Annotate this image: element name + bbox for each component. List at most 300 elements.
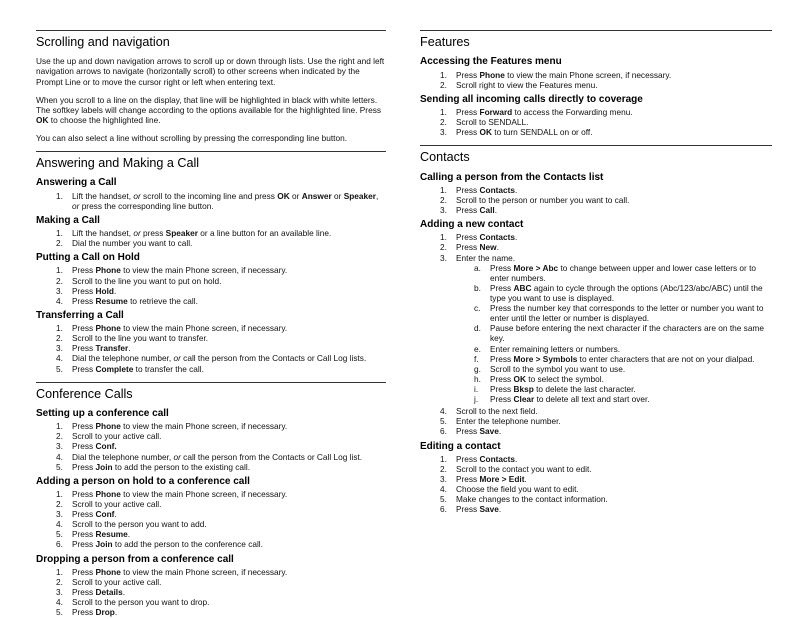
step-number: 3.: [56, 441, 63, 452]
step-text: [456, 242, 499, 252]
step-item: [36, 519, 386, 529]
step-text: [72, 421, 287, 431]
step-number: 5.: [56, 461, 63, 472]
section-title: Features: [420, 35, 470, 49]
sub-step-item: [456, 344, 772, 354]
text-run: Choose the field you want to edit.: [456, 484, 579, 495]
text-run: again to cycle through the options (Abc/123/abc/ABC) until the type you want to use is displayed.: [490, 282, 763, 303]
step-number: 3.: [440, 473, 447, 484]
step-number: 2.: [440, 242, 447, 253]
text-run: to view the main Phone screen, if necessary.: [120, 265, 288, 276]
sub-step-list: [456, 263, 772, 405]
text-run: to choose the highlighted line.: [48, 114, 161, 125]
step-number: 1.: [440, 106, 447, 117]
text-run: Press: [490, 383, 514, 394]
bold-term: Speaker: [343, 190, 376, 201]
step-text: [72, 587, 125, 597]
step-item: [420, 253, 772, 405]
step-number: 5.: [56, 607, 63, 618]
step-text: [72, 452, 362, 462]
step-number: 3.: [440, 127, 447, 138]
text-run: Use the up and down navigation arrows to scroll up or down through lists. Use the right and left navigation arrows to navigate (horizontally scroll) to other screens when indicated by the Prompt Line or to move the cursor right or left when entering text.: [36, 56, 385, 87]
step-number: 1.: [56, 323, 63, 334]
bold-term: Bksp: [513, 383, 534, 394]
bold-term: Forward: [479, 106, 513, 117]
step-item: [36, 191, 386, 211]
left-column: [36, 30, 386, 619]
text-run: Press: [72, 587, 96, 597]
bold-term: More > Edit: [479, 473, 525, 484]
step-item: [420, 494, 772, 504]
step-item: [420, 454, 772, 464]
step-item: [420, 232, 772, 242]
text-run: .: [128, 343, 131, 354]
step-text: [456, 494, 608, 504]
step-item: [420, 474, 772, 484]
bold-term: Conf: [95, 509, 115, 520]
step-number: 3.: [56, 509, 63, 520]
right-column: [420, 30, 772, 516]
section-answering-and-making-a-call: [36, 151, 386, 374]
step-text: [490, 263, 756, 283]
text-run: to view the main Phone screen, if necessary.: [120, 421, 288, 432]
step-item: [36, 228, 386, 238]
text-run: Press: [72, 295, 96, 306]
bold-term: Phone: [95, 421, 121, 432]
step-text: [72, 462, 250, 472]
step-number: 5.: [56, 529, 63, 540]
text-run: Scroll to the person you want to drop.: [72, 597, 210, 608]
subsection-title: Sending all incoming calls directly to coverage: [420, 93, 643, 105]
subsection-adding-a-new-contact: [420, 219, 772, 436]
step-number: 5.: [440, 416, 447, 427]
subsection-title: Answering a Call: [36, 177, 117, 189]
step-list: [420, 70, 772, 90]
step-item: [36, 489, 386, 499]
text-run: Press: [456, 205, 480, 216]
text-run: Enter remaining letters or numbers.: [490, 343, 621, 354]
subsection-answering-a-call: [36, 177, 386, 210]
text-run: Scroll to SENDALL.: [456, 117, 529, 128]
step-text: [490, 364, 625, 374]
step-number: 2.: [56, 238, 63, 249]
step-item: [36, 577, 386, 587]
step-text: [72, 529, 130, 539]
text-run: Press: [456, 106, 480, 117]
text-run: Press: [72, 363, 96, 374]
step-item: [36, 607, 386, 617]
section-divider: [36, 382, 386, 383]
bold-term: OK: [36, 114, 49, 125]
text-run: .: [114, 607, 118, 618]
step-number: 3.: [56, 343, 63, 354]
text-run: Press: [72, 461, 96, 472]
step-text: [72, 238, 192, 248]
text-run: or: [289, 190, 302, 201]
step-number: h.: [474, 373, 481, 384]
bold-term: Drop: [95, 607, 115, 618]
text-run: Press: [456, 426, 480, 437]
step-number: 2.: [440, 79, 447, 90]
step-text: [72, 333, 208, 343]
step-text: [490, 374, 604, 384]
bold-term: OK: [479, 127, 492, 138]
bold-term: Resume: [95, 295, 128, 306]
step-text: [490, 354, 754, 364]
step-item: [36, 452, 386, 462]
text-run: .: [494, 205, 498, 216]
text-run: to enter characters that are not on your dialpad.: [577, 353, 755, 364]
step-text: [72, 296, 198, 306]
step-item: [36, 333, 386, 343]
step-number: 1.: [440, 69, 447, 80]
subsection-title: Transferring a Call: [36, 309, 124, 321]
step-number: 2.: [56, 499, 63, 510]
step-number: 4.: [56, 295, 63, 306]
bold-term: OK: [277, 190, 290, 201]
step-text: [72, 353, 366, 363]
text-run: .: [113, 285, 117, 296]
step-list: [420, 107, 772, 137]
step-text: [72, 509, 117, 519]
step-item: [420, 127, 772, 137]
text-run: Press: [72, 441, 96, 452]
step-text: [456, 406, 538, 416]
section-divider: [36, 30, 386, 31]
subsection-title: Editing a contact: [420, 440, 501, 452]
subsection-dropping-a-person-from-a-conference-call: [36, 554, 386, 618]
step-number: 6.: [56, 539, 63, 550]
step-text: [72, 489, 287, 499]
step-item: [420, 426, 772, 436]
step-item: [36, 364, 386, 374]
text-run: Dial the number you want to call.: [72, 238, 193, 249]
step-number: a.: [474, 262, 481, 273]
section-features: [420, 30, 772, 137]
text-run: You can also select a line without scrolling by pressing the corresponding line button.: [36, 133, 348, 144]
step-number: 2.: [440, 194, 447, 205]
bold-term: Phone: [95, 265, 121, 276]
text-run: scroll to the incoming line and press: [140, 190, 278, 201]
step-text: [456, 195, 629, 205]
step-item: [36, 597, 386, 607]
text-run: to delete the last character.: [533, 383, 636, 394]
step-item: [36, 296, 386, 306]
bold-term: Answer: [301, 190, 332, 201]
step-item: [420, 406, 772, 416]
text-run: Press: [72, 509, 96, 520]
step-item: [36, 499, 386, 509]
section-divider: [420, 30, 772, 31]
step-item: [36, 343, 386, 353]
text-run: Press: [490, 394, 514, 405]
step-text: [72, 519, 207, 529]
step-number: 2.: [440, 463, 447, 474]
text-run: press: [140, 228, 166, 239]
section-divider: [36, 151, 386, 152]
subsection-title: Setting up a conference call: [36, 408, 169, 420]
step-list: [36, 323, 386, 374]
text-run: .: [515, 184, 518, 195]
step-text: [456, 107, 633, 117]
text-run: Scroll to the line you want to put on hold.: [72, 275, 222, 286]
bold-term: More > Symbols: [513, 353, 578, 364]
text-run: Press: [490, 353, 514, 364]
text-run: Scroll to the person you want to add.: [72, 519, 207, 530]
text-run: to access the Forwarding menu.: [512, 106, 633, 117]
step-item: [420, 80, 772, 90]
subsection-title: Putting a Call on Hold: [36, 252, 140, 264]
subsection-transferring-a-call: [36, 310, 386, 374]
text-run: Press: [456, 504, 480, 515]
step-list: [36, 489, 386, 550]
step-number: 5.: [440, 494, 447, 505]
step-text: [72, 577, 161, 587]
text-run: When you scroll to a line on the display, that line will be highlighted in black with white letters. The softkey labels will change according to the options available for the highlighted line. Press: [36, 94, 381, 115]
step-number: d.: [474, 323, 481, 334]
subsection-calling-a-person-from-the-contacts-list: [420, 172, 772, 216]
step-number: c.: [474, 303, 481, 314]
bold-term: Join: [95, 539, 113, 550]
step-number: 1.: [56, 265, 63, 276]
bold-term: Contacts: [479, 453, 516, 464]
step-item: [420, 205, 772, 215]
text-run: to view the main Phone screen, if necessary.: [120, 566, 288, 577]
body-paragraph: [36, 133, 386, 143]
text-run: Press: [72, 343, 96, 354]
text-run: to select the symbol.: [525, 373, 604, 384]
text-run: Scroll to the next field.: [456, 406, 538, 417]
text-run: Scroll right to view the Features menu.: [456, 79, 598, 90]
sub-step-item: [456, 283, 772, 303]
text-run: to add the person to the existing call.: [112, 461, 251, 472]
step-item: [420, 107, 772, 117]
sub-step-item: [456, 394, 772, 404]
text-run: Press: [72, 539, 96, 550]
text-run: Scroll to your active call.: [72, 499, 162, 510]
text-run: Press: [72, 421, 96, 432]
text-run: to delete all text and start over.: [534, 394, 650, 405]
text-run: Press: [456, 453, 480, 464]
step-number: f.: [474, 353, 479, 364]
subsection-adding-a-person-on-hold-to-a-conference-call: [36, 476, 386, 550]
step-text: [72, 364, 204, 374]
step-item: [420, 117, 772, 127]
step-item: [36, 353, 386, 363]
step-number: 1.: [56, 488, 63, 499]
text-run: Lift the handset,: [72, 190, 134, 201]
bold-term: Hold: [95, 285, 114, 296]
text-run: Scroll to your active call.: [72, 431, 162, 442]
step-number: 1.: [440, 232, 447, 243]
step-text: [456, 232, 517, 242]
step-text: [490, 323, 764, 343]
step-item: [420, 242, 772, 252]
italic-term: or: [173, 353, 181, 364]
sub-step-item: [456, 323, 772, 343]
text-run: Press: [456, 232, 480, 243]
step-number: 4.: [56, 597, 63, 608]
step-text: [72, 499, 161, 509]
section-title: Conference Calls: [36, 386, 133, 401]
step-number: 2.: [56, 333, 63, 344]
sub-step-item: [456, 374, 772, 384]
bold-term: Save: [479, 504, 499, 515]
step-item: [420, 195, 772, 205]
step-text: [72, 597, 209, 607]
text-run: Press: [72, 323, 96, 334]
body-paragraph: [36, 56, 386, 86]
text-run: Scroll to your active call.: [72, 576, 162, 587]
text-run: Press: [490, 282, 514, 293]
text-run: Press the number key that corresponds to the letter or number you want to enter until the letter or number is displayed.: [490, 303, 764, 324]
bold-term: Save: [479, 426, 499, 437]
sub-step-item: [456, 354, 772, 364]
step-item: [36, 509, 386, 519]
text-run: call the person from the Contacts or Call Log list.: [180, 451, 363, 462]
step-number: 4.: [56, 451, 63, 462]
step-item: [420, 484, 772, 494]
step-text: [490, 344, 620, 354]
bold-term: Resume: [95, 529, 128, 540]
text-run: to change between upper and lower case letters or to enter numbers.: [490, 262, 757, 283]
step-item: [36, 567, 386, 577]
step-item: [36, 462, 386, 472]
bold-term: New: [479, 242, 497, 253]
text-run: Dial the telephone number,: [72, 451, 174, 462]
text-run: press the corresponding line button.: [79, 200, 214, 211]
step-text: [456, 117, 528, 127]
section-contacts: [420, 145, 772, 514]
text-run: .: [498, 504, 502, 515]
step-list: [420, 232, 772, 436]
bold-term: Clear: [513, 394, 535, 405]
step-item: [420, 70, 772, 80]
text-run: Press: [72, 529, 96, 540]
text-run: .: [127, 529, 131, 540]
sub-step-item: [456, 384, 772, 394]
step-item: [36, 323, 386, 333]
subsection-title: Dropping a person from a conference call: [36, 553, 234, 565]
step-number: 4.: [440, 406, 447, 417]
step-number: 3.: [56, 285, 63, 296]
section-scrolling-and-navigation: [36, 30, 386, 143]
step-list: [36, 265, 386, 305]
step-number: b.: [474, 282, 481, 293]
step-text: [456, 504, 501, 514]
step-text: [456, 205, 497, 215]
step-item: [36, 286, 386, 296]
bold-term: Phone: [479, 69, 505, 80]
text-run: Scroll to the line you want to transfer.: [72, 333, 209, 344]
step-text: [490, 394, 650, 404]
step-text: [456, 416, 561, 426]
step-number: 1.: [56, 190, 63, 201]
step-text: [490, 283, 763, 303]
text-run: .: [498, 426, 502, 437]
text-run: to add the person to the conference call.: [112, 539, 263, 550]
step-text: [490, 384, 636, 394]
text-run: Scroll to the person or number you want to call.: [456, 194, 630, 205]
step-number: 2.: [56, 431, 63, 442]
text-run: or a line button for an available line.: [197, 228, 332, 239]
step-text: [72, 343, 131, 353]
section-conference-calls: [36, 382, 386, 618]
section-title: Answering and Making a Call: [36, 156, 200, 171]
subsection-title: Accessing the Features menu: [420, 56, 562, 68]
sub-step-item: [456, 364, 772, 374]
step-text: [72, 431, 161, 441]
bold-term: Contacts: [479, 232, 516, 243]
step-item: [36, 421, 386, 431]
step-list: [36, 228, 386, 248]
bold-term: Transfer: [95, 343, 129, 354]
sub-step-item: [456, 303, 772, 323]
step-list: [420, 454, 772, 515]
step-number: 4.: [56, 519, 63, 530]
text-run: or: [331, 190, 344, 201]
bold-term: Complete: [95, 363, 134, 374]
section-title: Scrolling and navigation: [36, 35, 170, 49]
text-run: Press: [72, 265, 96, 276]
step-number: 4.: [56, 353, 63, 364]
step-number: g.: [474, 363, 481, 374]
text-run: Press: [456, 127, 480, 138]
step-number: 6.: [440, 504, 447, 515]
bold-term: More > Abc: [513, 262, 559, 273]
step-number: 6.: [440, 426, 447, 437]
section-title: Contacts: [420, 150, 470, 165]
subsection-editing-a-contact: [420, 441, 772, 515]
subsection-putting-a-call-on-hold: [36, 252, 386, 306]
text-run: Enter the name.: [456, 252, 516, 263]
step-item: [420, 464, 772, 474]
step-number: 1.: [440, 453, 447, 464]
step-text: [72, 539, 263, 549]
step-number: 3.: [56, 587, 63, 597]
bold-term: OK: [513, 373, 526, 384]
step-text: [456, 185, 517, 195]
step-text: [456, 464, 592, 474]
italic-term: or: [173, 451, 181, 462]
text-run: Lift the handset,: [72, 228, 134, 239]
step-number: 5.: [56, 363, 63, 374]
text-run: Scroll to the contact you want to edit.: [456, 463, 592, 474]
text-run: ,: [376, 190, 379, 201]
text-run: Press: [72, 285, 96, 296]
bold-term: Details: [95, 587, 123, 597]
subsection-accessing-the-features-menu: [420, 56, 772, 89]
text-run: call the person from the Contacts or Call Log lists.: [180, 353, 367, 364]
step-text: [456, 127, 593, 137]
text-run: Scroll to the symbol you want to use.: [490, 363, 626, 374]
subsection-sending-all-incoming-calls-directly-to-coverage: [420, 94, 772, 138]
step-text: [456, 484, 579, 494]
step-item: [36, 587, 386, 597]
step-text: [72, 286, 116, 296]
text-run: Press: [456, 242, 480, 253]
text-run: Enter the telephone number.: [456, 416, 561, 427]
step-number: 1.: [56, 566, 63, 577]
step-item: [420, 504, 772, 514]
step-text: [490, 303, 763, 323]
bold-term: Call: [479, 205, 495, 216]
bold-term: Conf.: [95, 441, 117, 452]
italic-term: or: [133, 228, 141, 239]
text-run: to retrieve the call.: [127, 295, 198, 306]
text-run: .: [496, 242, 499, 253]
text-run: to view the main Phone screen, if necessary.: [504, 69, 672, 80]
